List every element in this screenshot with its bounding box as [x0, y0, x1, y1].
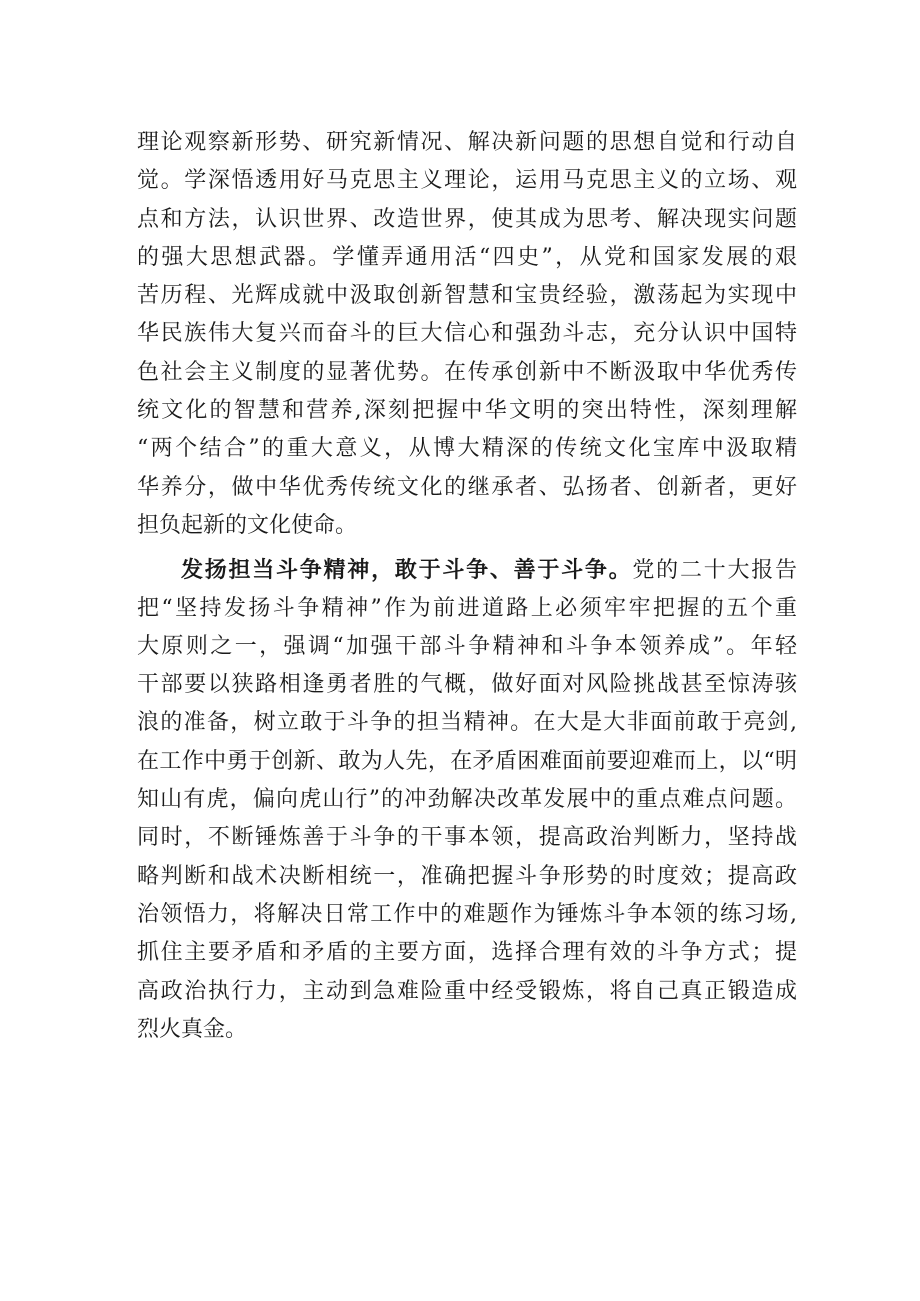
text-line: 略判断和战术决断相统一，准确把握斗争形势的时度效；提高政 — [137, 863, 797, 889]
text-line: 治领悟力，将解决日常工作中的难题作为锤炼斗争本领的练习场, — [137, 901, 797, 927]
text-line: 点和方法，认识世界、改造世界，使其成为思考、解决现实问题 — [137, 206, 797, 232]
text-line: 觉。学深悟透用好马克思主义理论，运用马克思主义的立场、观 — [137, 168, 797, 194]
text-line: 浪的准备，树立敢于斗争的担当精神。在大是大非面前敢于亮剑, — [137, 710, 797, 736]
text-line: 担负起新的文化使命。 — [137, 512, 358, 538]
text-line: 的强大思想武器。学懂弄通用活“四史”，从党和国家发展的艰 — [137, 244, 797, 270]
body-text — [137, 124, 797, 1049]
text-line: 干部要以狭路相逢勇者胜的气概，做好面对风险挑战甚至惊涛骇 — [137, 672, 797, 698]
text-line: 大原则之一，强调“加强干部斗争精神和斗争本领养成”。年轻 — [137, 633, 797, 659]
text-line: 烈火真金。 — [137, 1016, 248, 1042]
text-line: 华养分，做中华优秀传统文化的继承者、弘扬者、创新者，更好 — [137, 474, 797, 500]
text-line: 把“坚持发扬斗争精神”作为前进道路上必须牢牢把握的五个重 — [137, 595, 797, 621]
text-fragment: 党的二十大报告 — [632, 558, 797, 584]
text-line: 华民族伟大复兴而奋斗的巨大信心和强劲斗志，充分认识中国特 — [137, 321, 797, 347]
text-line: 统文化的智慧和营养,深刻把握中华文明的突出特性，深刻理解 — [137, 398, 797, 424]
paragraph-struggle — [137, 551, 797, 1049]
text-line: 知山有虎，偏向虎山行”的冲劲解决改革发展中的重点难点问题。 — [137, 787, 797, 813]
text-line: 抓住主要矛盾和矛盾的主要方面，选择合理有效的斗争方式；提 — [137, 940, 797, 966]
text-line: 高政治执行力，主动到急难险重中经受锻炼，将自己真正锻造成 — [137, 978, 797, 1004]
text-line: 在工作中勇于创新、敢为人先，在矛盾困难面前要迎难而上，以“明 — [137, 748, 797, 774]
text-line: 同时，不断锤炼善于斗争的干事本领，提高政治判断力，坚持战 — [137, 825, 797, 851]
paragraph-first-line — [137, 551, 797, 589]
text-line: 苦历程、光辉成就中汲取创新智慧和宝贵经验，激荡起为实现中 — [137, 283, 797, 309]
text-line: 理论观察新形势、研究新情况、解决新问题的思想自觉和行动自 — [137, 130, 797, 155]
text-line: 色社会主义制度的显著优势。在传承创新中不断汲取中华优秀传 — [137, 359, 797, 385]
text-line: “两个结合”的重大意义，从博大精深的传统文化宝库中汲取精 — [137, 436, 797, 462]
paragraph-theory — [137, 124, 797, 545]
paragraph-heading: 发扬担当斗争精神，敢于斗争、善于斗争。 — [181, 557, 633, 584]
